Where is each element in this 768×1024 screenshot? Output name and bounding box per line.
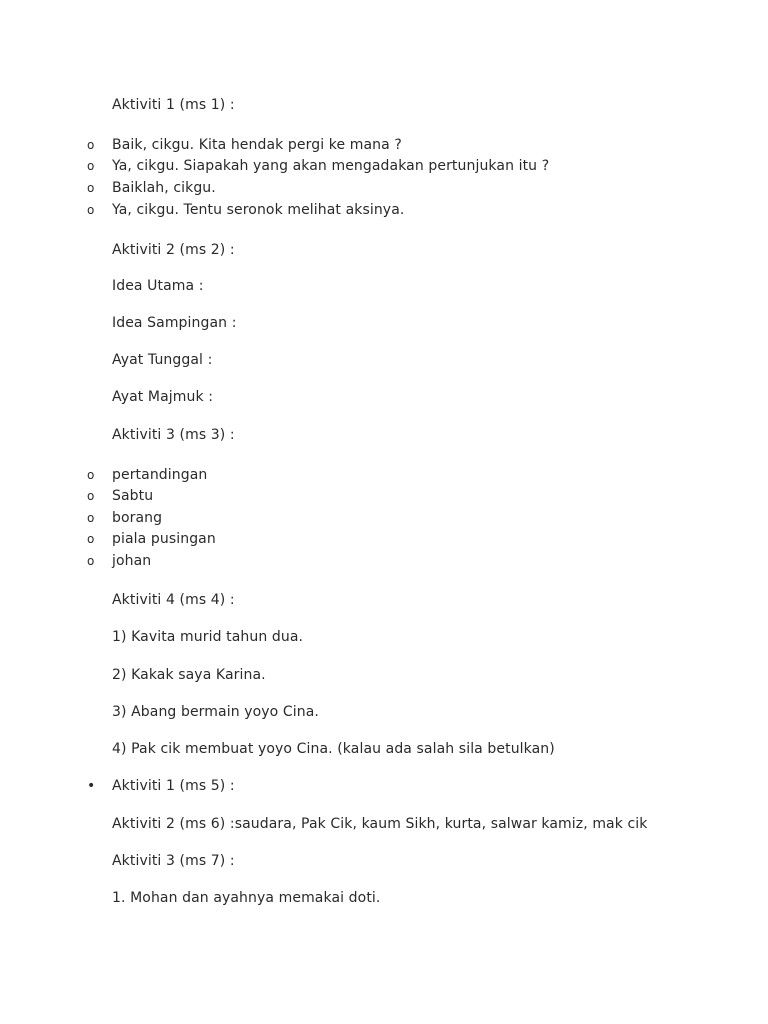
circle-bullet-icon: o <box>87 511 95 525</box>
text-line: Ayat Majmuk : <box>112 389 214 405</box>
circle-bullet-icon: o <box>87 554 95 568</box>
list-item: borang <box>112 510 163 526</box>
text-line: Idea Utama : <box>112 278 204 294</box>
text-line: Ayat Tunggal : <box>112 352 213 368</box>
list-item: piala pusingan <box>112 531 216 547</box>
text-line: Aktiviti 3 (ms 7) : <box>112 853 235 869</box>
section-heading-aktiviti-1-ms-5: Aktiviti 1 (ms 5) : <box>112 778 235 794</box>
list-item: pertandingan <box>112 467 208 483</box>
circle-bullet-icon: o <box>87 181 95 195</box>
disc-bullet-icon: • <box>87 778 96 794</box>
text-line: Idea Sampingan : <box>112 315 237 331</box>
list-item: Baik, cikgu. Kita hendak pergi ke mana ? <box>112 137 402 153</box>
circle-bullet-icon: o <box>87 468 95 482</box>
section-heading-aktiviti-4-ms-4: Aktiviti 4 (ms 4) : <box>112 592 235 608</box>
list-item: johan <box>112 553 152 569</box>
list-item: Ya, cikgu. Siapakah yang akan mengadakan pertunjukan itu ? <box>112 158 550 174</box>
list-item: Sabtu <box>112 488 154 504</box>
text-line: Aktiviti 2 (ms 6) :saudara, Pak Cik, kaum Sikh, kurta, salwar kamiz, mak cik <box>112 816 648 832</box>
section-heading-aktiviti-3-ms-3: Aktiviti 3 (ms 3) : <box>112 427 235 443</box>
list-item: Baiklah, cikgu. <box>112 180 216 196</box>
circle-bullet-icon: o <box>87 489 95 503</box>
circle-bullet-icon: o <box>87 203 95 217</box>
circle-bullet-icon: o <box>87 138 95 152</box>
text-line: 3) Abang bermain yoyo Cina. <box>112 704 319 720</box>
text-line: 4) Pak cik membuat yoyo Cina. (kalau ada salah sila betulkan) <box>112 741 555 757</box>
list-item: Ya, cikgu. Tentu seronok melihat aksinya. <box>112 202 405 218</box>
text-line: 1. Mohan dan ayahnya memakai doti. <box>112 890 381 906</box>
section-heading-aktiviti-1-ms-1: Aktiviti 1 (ms 1) : <box>112 97 235 113</box>
circle-bullet-icon: o <box>87 159 95 173</box>
text-line: 1) Kavita murid tahun dua. <box>112 629 304 645</box>
circle-bullet-icon: o <box>87 532 95 546</box>
section-heading-aktiviti-2-ms-2: Aktiviti 2 (ms 2) : <box>112 242 235 258</box>
text-line: 2) Kakak saya Karina. <box>112 667 266 683</box>
